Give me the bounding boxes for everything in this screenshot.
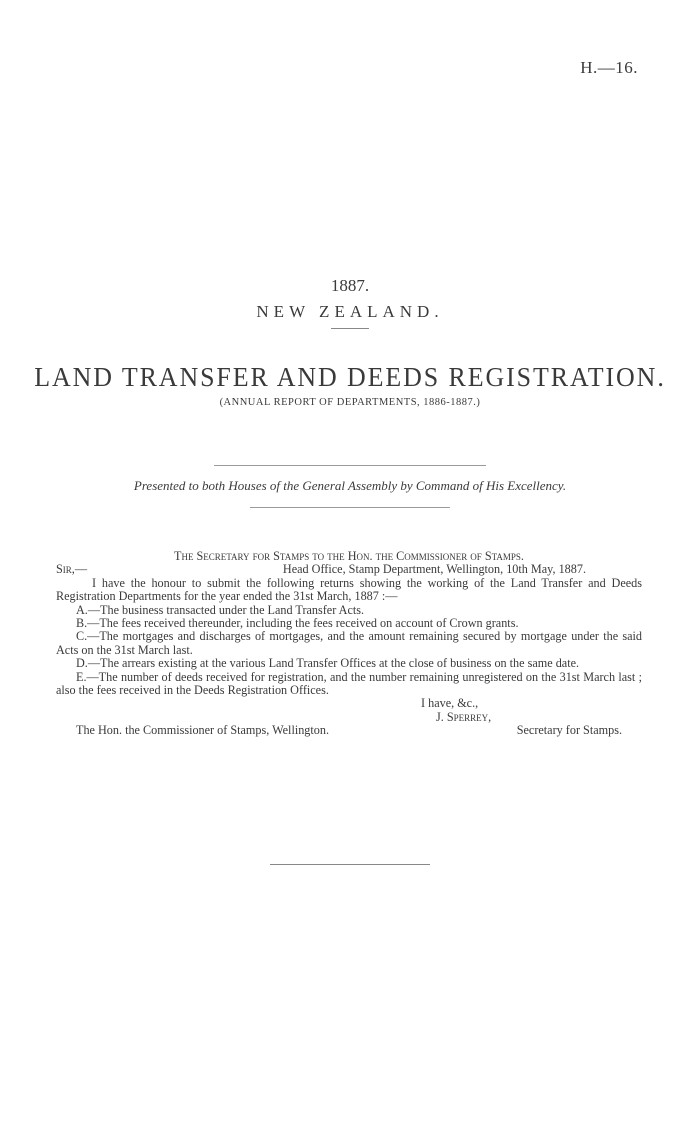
- letter-body: [56, 550, 642, 738]
- return-item-e: E.—The number of deeds received for registration, and the number remaining unregistered on the 31st March last ; also the fees received in the Deeds Registration Offices.: [56, 669, 642, 698]
- country-heading: NEW ZEALAND.: [256, 302, 444, 321]
- return-item-d: D.—The arrears existing at the various Land Transfer Offices at the close of business on the same date.: [76, 656, 580, 671]
- recipient-row: [56, 724, 642, 737]
- recipient: The Hon. the Commissioner of Stamps, Wellington.: [76, 723, 330, 738]
- letter-heading: The Secretary for Stamps to the Hon. the Commissioner of Stamps.: [174, 549, 524, 563]
- document-title: LAND TRANSFER AND DEEDS REGISTRATION.: [34, 362, 666, 392]
- page-number: H.—16.: [580, 58, 638, 77]
- letter-intro: I have the honour to submit the following returns showing the working of the Land Transfer and Deeds Registration Departments for the year ended the 31st March, 1887 :—: [56, 575, 642, 604]
- report-year: 1887.: [330, 276, 370, 295]
- return-item-b: B.—The fees received thereunder, including the fees received on account of Crown grants.: [76, 616, 519, 631]
- return-item-a: A.—The business transacted under the Land Transfer Acts.: [76, 602, 365, 617]
- signatory: J. Sperrey,: [436, 709, 492, 724]
- end-divider: [270, 864, 430, 865]
- salutation: Sir,—: [56, 562, 88, 577]
- short-divider: [331, 328, 369, 329]
- presented-line: Presented to both Houses of the General Assembly by Command of His Excellency.: [133, 478, 567, 493]
- document-subtitle: (ANNUAL REPORT OF DEPARTMENTS, 1886-1887.): [219, 397, 481, 408]
- return-item-c: C.—The mortgages and discharges of mortgages, and the amount remaining secured by mortgage under the said Acts on the 31st March last.: [56, 629, 642, 657]
- divider-top: [214, 465, 486, 466]
- salutation-row: [56, 563, 642, 576]
- closing: I have, &c.,: [421, 696, 479, 711]
- divider-bottom: [250, 507, 450, 508]
- signatory-title: Secretary for Stamps.: [516, 723, 622, 738]
- address-date: Head Office, Stamp Department, Wellington, 10th May, 1887.: [282, 562, 586, 577]
